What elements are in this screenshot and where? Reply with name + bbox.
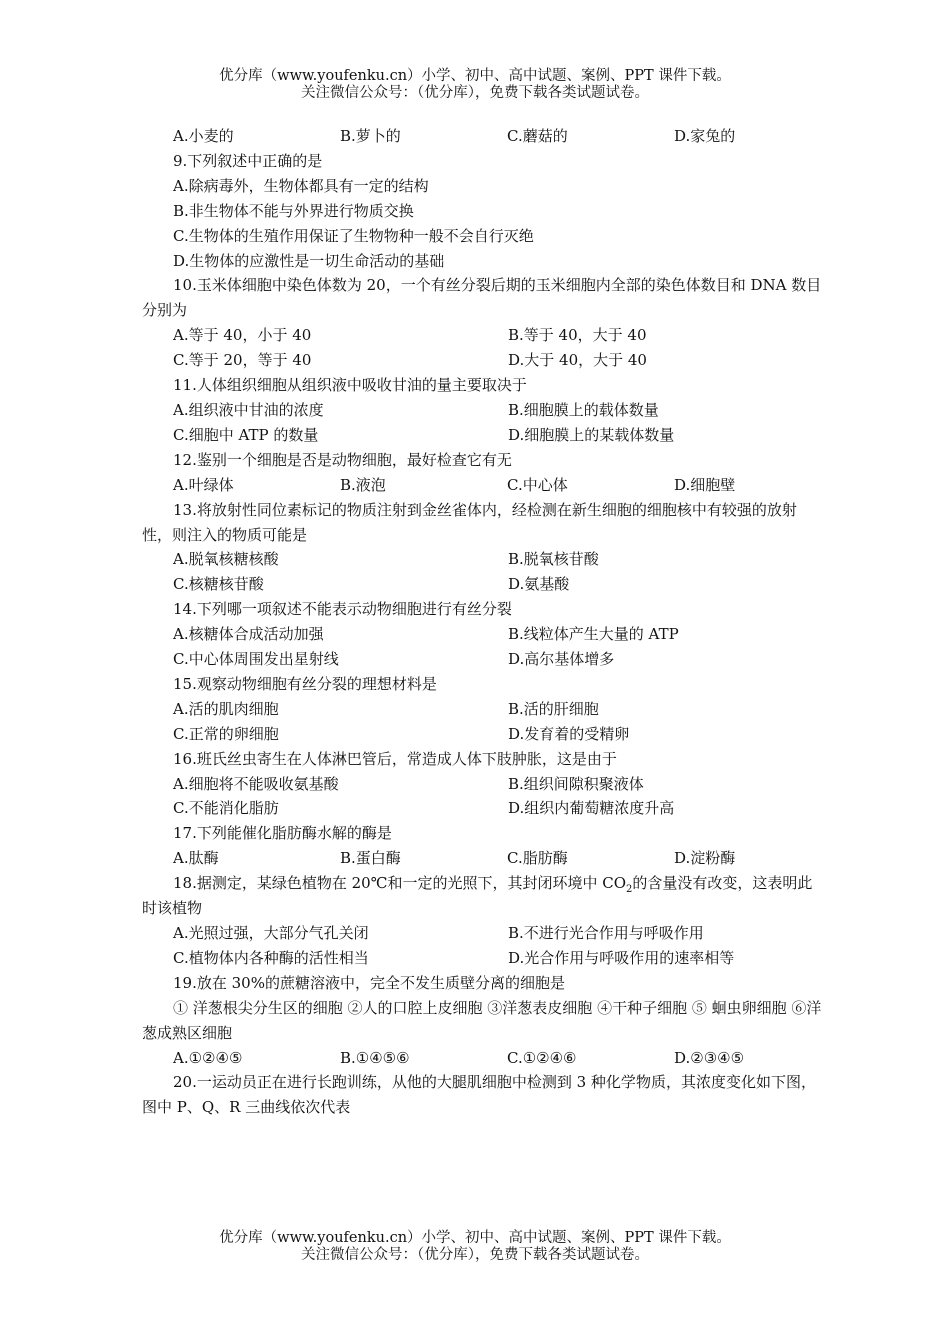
exam-content [142,124,822,1120]
q10-stem: 10.玉米体细胞中染色体数为 20，一个有丝分裂后期的玉米细胞内全部的染色体数目和 DNA 数目分别为 [142,276,822,320]
q14-stem: 14.下列哪一项叙述不能表示动物细胞进行有丝分裂 [173,600,512,619]
q13-option-a: A.脱氧核糖核酸 [173,550,279,569]
q9-stem: 9.下列叙述中正确的是 [173,151,323,170]
q11-option-b: B.细胞膜上的载体数量 [508,400,659,419]
q12-option-c: C.中心体 [507,475,568,494]
q17-option-d: D.淀粉酶 [674,849,736,868]
q18-options-cd [142,946,822,971]
q17-options [142,846,822,871]
q16-options-cd [142,796,822,821]
q15-stem: 15.观察动物细胞有丝分裂的理想材料是 [173,674,437,693]
q10-option-b: B.等于 40，大于 40 [508,326,647,345]
q18-stem-pre: 18.据测定，某绿色植物在 20℃和一定的光照下，其封闭环境中 CO [173,874,627,893]
q12-stem: 12.鉴别一个细胞是否是动物细胞，最好检查它有无 [173,450,512,469]
q20-stem: 20.一运动员正在进行长跑训练，从他的大腿肌细胞中检测到 3 种化学物质，其浓度变化如下图，图中 P、Q、R 三曲线依次代表 [142,1073,816,1117]
q14-option-c: C.中心体周围发出星射线 [173,650,339,669]
q19-items-line-2: ⑤ 蛔虫卵细胞 ⑥洋葱成熟区细胞 [142,998,822,1042]
q19-option-d: D.②③④⑤ [674,1048,745,1067]
header-line-2: 关注微信公众号：（优分库），免费下载各类试题试卷。 [301,85,649,101]
q13-options-cd [142,572,822,597]
q11-option-a: A.组织液中甘油的浓度 [173,400,324,419]
q14-options-cd [142,647,822,672]
page-header [0,68,950,102]
q18-option-c: C.植物体内各种酶的活性相当 [173,948,369,967]
q15-option-b: B.活的肝细胞 [508,699,599,718]
q10-option-a: A.等于 40，小于 40 [173,326,312,345]
q11-options-cd [142,423,822,448]
q8-option-a: A.小麦的 [173,127,234,145]
q13-options-ab [142,547,822,572]
q8-option-d: D.家兔的 [674,127,736,145]
q18-option-d: D.光合作用与呼吸作用的速率相等 [508,948,735,967]
q19-items-line-1: ① 洋葱根尖分生区的细胞 ②人的口腔上皮细胞 ③洋葱表皮细胞 ④干种子细胞 [173,998,688,1017]
q19-options [142,1046,822,1071]
q18-option-a: A.光照过强，大部分气孔关闭 [173,924,369,942]
q14-option-d: D.高尔基体增多 [508,650,615,669]
q12-option-d: D.细胞壁 [674,475,736,494]
q10-options-cd [142,348,822,373]
q15-option-a: A.活的肌肉细胞 [173,699,279,718]
q13-option-d: D.氨基酸 [508,575,570,594]
q17-stem: 17.下列能催化脂肪酶水解的酶是 [173,824,392,843]
q15-options-ab [142,697,822,722]
q18-stem [142,871,822,921]
q9-option-d: D.生物体的应激性是一切生命活动的基础 [173,251,445,270]
q8-option-c: C.蘑菇的 [507,127,568,145]
q19-option-c: C.①②④⑥ [507,1048,577,1067]
q9-option-b: B.非生物体不能与外界进行物质交换 [173,201,414,220]
q19-items [142,996,822,1046]
q10-options-ab [142,323,822,348]
q19-option-b: B.①④⑤⑥ [340,1048,410,1067]
q11-stem: 11.人体组织细胞从组织液中吸收甘油的量主要取决于 [173,376,527,395]
q11-option-d: D.细胞膜上的某载体数量 [508,425,675,444]
q15-options-cd [142,722,822,747]
q17-option-a: A.肽酶 [173,849,219,868]
q9-option-c: C.生物体的生殖作用保证了生物物种一般不会自行灭绝 [173,226,534,245]
footer-line-1: 优分库（www.youfenku.cn）小学、初中、高中试题、案例、PPT 课件下载。 [219,1230,731,1246]
q14-option-b: B.线粒体产生大量的 ATP [508,625,679,644]
q11-options-ab [142,398,822,423]
q18-option-b: B.不进行光合作用与呼吸作用 [508,924,704,942]
q16-option-c: C.不能消化脂肪 [173,799,279,818]
q18-stem-subscript: 2 [626,884,633,896]
q13-stem: 13.将放射性同位素标记的物质注射到金丝雀体内，经检测在新生细胞的细胞核中有较强的放射性，则注入的物质可能是 [142,500,797,544]
q14-option-a: A.核糖体合成活动加强 [173,625,324,644]
q13-option-b: B.脱氧核苷酸 [508,550,599,569]
q19-option-a: A.①②④⑤ [173,1048,243,1067]
q16-option-b: B.组织间隙积聚液体 [508,774,644,793]
q9-option-a: A.除病毒外，生物体都具有一定的结构 [173,176,429,195]
q17-option-c: C.脂肪酶 [507,849,568,868]
q11-option-c: C.细胞中 ATP 的数量 [173,425,319,444]
q16-stem: 16.班氏丝虫寄生在人体淋巴管后，常造成人体下肢肿胀，这是由于 [173,749,617,768]
q12-options [142,473,822,498]
q12-option-b: B.液泡 [340,475,386,494]
q10-option-d: D.大于 40，大于 40 [508,351,647,370]
q10-option-c: C.等于 20，等于 40 [173,351,312,370]
q15-option-d: D.发育着的受精卵 [508,724,630,743]
q18-options-ab [142,921,822,946]
q17-option-b: B.蛋白酶 [340,849,401,868]
q8-options [142,124,822,149]
q19-stem: 19.放在 30%的蔗糖溶液中，完全不发生质壁分离的细胞是 [173,973,565,992]
page-footer [0,1230,950,1264]
q16-options-ab [142,772,822,797]
q18-stem-post: 的含量没有改变，这表明此时该植物 [142,874,813,918]
q16-option-a: A.细胞将不能吸收氨基酸 [173,774,339,793]
header-line-1: 优分库（www.youfenku.cn）小学、初中、高中试题、案例、PPT 课件下载。 [219,68,731,84]
q13-option-c: C.核糖核苷酸 [173,575,264,594]
q14-options-ab [142,622,822,647]
q8-option-b: B.萝卜的 [340,127,401,145]
q16-option-d: D.组织内葡萄糖浓度升高 [508,799,675,818]
q12-option-a: A.叶绿体 [173,475,234,494]
q15-option-c: C.正常的卵细胞 [173,724,279,743]
footer-line-2: 关注微信公众号：（优分库），免费下载各类试题试卷。 [301,1247,649,1263]
